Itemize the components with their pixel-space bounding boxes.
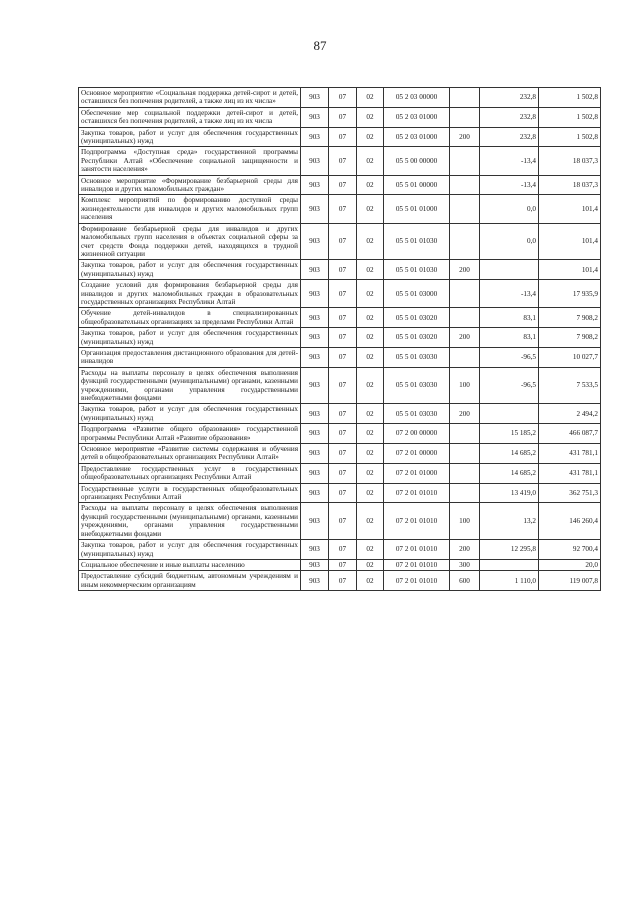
row-type: 200: [450, 127, 480, 147]
row-total: 431 781,1: [539, 444, 601, 464]
table-row: [79, 280, 601, 308]
row-subsection: 02: [357, 540, 384, 560]
row-admin: 903: [301, 127, 329, 147]
row-name: Формирование безбарьерной среды для инвалидов и других маломобильных групп населения в объектах социальной сферы за счет средств Фонда поддержки детей, находящихся в трудной жизненной ситуации: [79, 223, 301, 260]
row-name: Закупка товаров, работ и услуг для обеспечения государственных (муниципальных) нужд: [79, 540, 301, 560]
row-code: 07 2 01 01010: [384, 540, 450, 560]
row-change: 14 685,2: [480, 463, 539, 483]
row-name: Обеспечение мер социальной поддержки детей-сирот и детей, оставшихся без попечения родителей, а также лиц из их числа: [79, 107, 301, 127]
row-subsection: 02: [357, 559, 384, 570]
row-change: 13,2: [480, 503, 539, 540]
row-section: 07: [329, 503, 357, 540]
row-code: 05 5 00 00000: [384, 147, 450, 175]
table-row: [79, 559, 601, 570]
row-section: 07: [329, 175, 357, 195]
row-total: 101,4: [539, 195, 601, 223]
row-type: [450, 107, 480, 127]
row-section: 07: [329, 540, 357, 560]
row-section: 07: [329, 444, 357, 464]
row-admin: 903: [301, 444, 329, 464]
row-type: 200: [450, 404, 480, 424]
row-section: 07: [329, 559, 357, 570]
row-change: 1 110,0: [480, 571, 539, 591]
table-row: [79, 107, 601, 127]
row-subsection: 02: [357, 347, 384, 367]
row-change: [480, 260, 539, 280]
row-section: 07: [329, 147, 357, 175]
table-row: [79, 175, 601, 195]
row-admin: 903: [301, 195, 329, 223]
row-code: 05 5 01 01000: [384, 195, 450, 223]
row-name: Закупка товаров, работ и услуг для обеспечения государственных (муниципальных) нужд: [79, 404, 301, 424]
row-total: 431 781,1: [539, 463, 601, 483]
row-code: 05 5 01 03000: [384, 280, 450, 308]
row-change: -96,5: [480, 367, 539, 404]
row-type: 200: [450, 328, 480, 348]
row-subsection: 02: [357, 424, 384, 444]
row-change: -13,4: [480, 147, 539, 175]
row-total: 362 751,3: [539, 483, 601, 503]
row-section: 07: [329, 127, 357, 147]
row-admin: 903: [301, 260, 329, 280]
row-type: [450, 147, 480, 175]
row-section: 07: [329, 463, 357, 483]
row-subsection: 02: [357, 404, 384, 424]
row-change: -13,4: [480, 280, 539, 308]
row-admin: 903: [301, 107, 329, 127]
row-name: Социальное обеспечение и иные выплаты населению: [79, 559, 301, 570]
row-subsection: 02: [357, 463, 384, 483]
row-name: Обучение детей-инвалидов в специализированных общеобразовательных организациях за пределами Республики Алтай: [79, 308, 301, 328]
row-name: Основное мероприятие «Формирование безбарьерной среды для инвалидов и других маломобильных граждан»: [79, 175, 301, 195]
row-section: 07: [329, 571, 357, 591]
row-type: [450, 483, 480, 503]
row-subsection: 02: [357, 88, 384, 108]
row-total: 10 027,7: [539, 347, 601, 367]
row-total: 2 494,2: [539, 404, 601, 424]
row-change: 232,8: [480, 107, 539, 127]
row-subsection: 02: [357, 328, 384, 348]
row-type: [450, 347, 480, 367]
row-name: Расходы на выплаты персоналу в целях обеспечения выполнения функций государственными (муниципальными) органами, казенными учреждениями, органами управления государственными внебюджетными фондами: [79, 503, 301, 540]
table-row: [79, 308, 601, 328]
row-change: 83,1: [480, 308, 539, 328]
row-type: 600: [450, 571, 480, 591]
row-name: Подпрограмма «Развитие общего образования» государственной программы Республики Алтай «Развитие образования»: [79, 424, 301, 444]
row-name: Закупка товаров, работ и услуг для обеспечения государственных (муниципальных) нужд: [79, 260, 301, 280]
table-row: [79, 367, 601, 404]
row-subsection: 02: [357, 147, 384, 175]
row-total: 119 007,8: [539, 571, 601, 591]
row-name: Закупка товаров, работ и услуг для обеспечения государственных (муниципальных) нужд: [79, 328, 301, 348]
row-name: Комплекс мероприятий по формированию доступной среды жизнедеятельности для инвалидов и других маломобильных групп населения: [79, 195, 301, 223]
row-change: -13,4: [480, 175, 539, 195]
row-code: 05 5 01 03020: [384, 328, 450, 348]
row-total: 20,0: [539, 559, 601, 570]
table-row: [79, 127, 601, 147]
row-change: 14 685,2: [480, 444, 539, 464]
row-code: 07 2 01 01010: [384, 503, 450, 540]
table-row: [79, 195, 601, 223]
row-code: 05 5 01 01030: [384, 223, 450, 260]
row-type: 200: [450, 260, 480, 280]
table-row: [79, 424, 601, 444]
row-section: 07: [329, 260, 357, 280]
row-total: 18 037,3: [539, 175, 601, 195]
row-change: [480, 404, 539, 424]
row-admin: 903: [301, 280, 329, 308]
row-admin: 903: [301, 308, 329, 328]
row-name: Предоставление субсидий бюджетным, автономным учреждениям и иным некоммерческим организациям: [79, 571, 301, 591]
row-name: Закупка товаров, работ и услуг для обеспечения государственных (муниципальных) нужд: [79, 127, 301, 147]
row-code: 05 5 01 00000: [384, 175, 450, 195]
row-admin: 903: [301, 483, 329, 503]
row-section: 07: [329, 404, 357, 424]
row-total: 146 260,4: [539, 503, 601, 540]
row-subsection: 02: [357, 571, 384, 591]
row-section: 07: [329, 223, 357, 260]
row-total: 1 502,8: [539, 88, 601, 108]
row-name: Основное мероприятие «Социальная поддержка детей-сирот и детей, оставшихся без попечения родителей, а также лиц из их числа»: [79, 88, 301, 108]
row-code: 07 2 00 00000: [384, 424, 450, 444]
row-name: Предоставление государственных услуг в государственных общеобразовательных организациях Республики Алтай: [79, 463, 301, 483]
table-row: [79, 147, 601, 175]
row-admin: 903: [301, 540, 329, 560]
row-name: Создание условий для формирования безбарьерной среды для инвалидов и других маломобильных граждан в образовательных государственных организациях Республики Алтай: [79, 280, 301, 308]
row-total: 7 908,2: [539, 328, 601, 348]
row-subsection: 02: [357, 444, 384, 464]
row-code: 05 5 01 01030: [384, 260, 450, 280]
row-admin: 903: [301, 223, 329, 260]
row-name: Подпрограмма «Доступная среда» государственной программы Республики Алтай «Обеспечение социальной защищенности и занятости населения»: [79, 147, 301, 175]
row-type: [450, 308, 480, 328]
row-change: 13 419,0: [480, 483, 539, 503]
row-total: 92 700,4: [539, 540, 601, 560]
row-type: [450, 444, 480, 464]
row-code: 07 2 01 00000: [384, 444, 450, 464]
row-admin: 903: [301, 404, 329, 424]
row-code: 07 2 01 01010: [384, 483, 450, 503]
row-change: 15 185,2: [480, 424, 539, 444]
row-total: 466 087,7: [539, 424, 601, 444]
row-name: Организация предоставления дистанционного образования для детей-инвалидов: [79, 347, 301, 367]
table-row: [79, 483, 601, 503]
row-code: 07 2 01 01000: [384, 463, 450, 483]
row-section: 07: [329, 88, 357, 108]
row-change: 232,8: [480, 127, 539, 147]
row-total: 17 935,9: [539, 280, 601, 308]
row-code: 05 5 01 03030: [384, 347, 450, 367]
row-type: [450, 88, 480, 108]
row-section: 07: [329, 424, 357, 444]
row-subsection: 02: [357, 367, 384, 404]
table-row: [79, 571, 601, 591]
row-total: 101,4: [539, 260, 601, 280]
row-code: 07 2 01 01010: [384, 559, 450, 570]
row-admin: 903: [301, 424, 329, 444]
row-change: [480, 559, 539, 570]
page-number: 87: [313, 38, 327, 53]
row-section: 07: [329, 195, 357, 223]
row-admin: 903: [301, 463, 329, 483]
row-section: 07: [329, 367, 357, 404]
row-total: 1 502,8: [539, 107, 601, 127]
row-type: 300: [450, 559, 480, 570]
row-change: 0,0: [480, 223, 539, 260]
table-row: [79, 260, 601, 280]
row-subsection: 02: [357, 483, 384, 503]
row-admin: 903: [301, 88, 329, 108]
row-code: 05 5 01 03020: [384, 308, 450, 328]
table-row: [79, 463, 601, 483]
row-total: 7 533,5: [539, 367, 601, 404]
row-section: 07: [329, 107, 357, 127]
row-type: 100: [450, 503, 480, 540]
row-admin: 903: [301, 175, 329, 195]
row-section: 07: [329, 347, 357, 367]
row-admin: 903: [301, 367, 329, 404]
table-row: [79, 328, 601, 348]
row-total: 18 037,3: [539, 147, 601, 175]
row-admin: 903: [301, 559, 329, 570]
row-subsection: 02: [357, 175, 384, 195]
table-row: [79, 404, 601, 424]
row-name: Государственные услуги в государственных общеобразовательных организациях Республики Алтай: [79, 483, 301, 503]
row-subsection: 02: [357, 260, 384, 280]
row-type: 200: [450, 540, 480, 560]
table-row: [79, 540, 601, 560]
row-code: 05 2 03 01000: [384, 107, 450, 127]
row-subsection: 02: [357, 280, 384, 308]
row-code: 07 2 01 01010: [384, 571, 450, 591]
row-type: [450, 424, 480, 444]
row-subsection: 02: [357, 223, 384, 260]
row-subsection: 02: [357, 308, 384, 328]
row-admin: 903: [301, 503, 329, 540]
row-subsection: 02: [357, 503, 384, 540]
row-change: 12 295,8: [480, 540, 539, 560]
row-total: 1 502,8: [539, 127, 601, 147]
row-subsection: 02: [357, 127, 384, 147]
row-subsection: 02: [357, 195, 384, 223]
row-type: [450, 280, 480, 308]
row-code: 05 5 01 03030: [384, 404, 450, 424]
row-type: [450, 463, 480, 483]
row-type: [450, 223, 480, 260]
row-admin: 903: [301, 328, 329, 348]
row-name: Расходы на выплаты персоналу в целях обеспечения выполнения функций государственными (муниципальными) органами, казенными учреждениями, органами управления государственными внебюджетными фондами: [79, 367, 301, 404]
row-admin: 903: [301, 571, 329, 591]
row-type: [450, 195, 480, 223]
table-row: [79, 347, 601, 367]
row-section: 07: [329, 328, 357, 348]
table-row: [79, 503, 601, 540]
table-row: [79, 444, 601, 464]
row-code: 05 5 01 03030: [384, 367, 450, 404]
row-total: 101,4: [539, 223, 601, 260]
row-section: 07: [329, 280, 357, 308]
row-type: 100: [450, 367, 480, 404]
row-subsection: 02: [357, 107, 384, 127]
row-section: 07: [329, 483, 357, 503]
row-change: 232,8: [480, 88, 539, 108]
row-section: 07: [329, 308, 357, 328]
row-change: 83,1: [480, 328, 539, 348]
row-code: 05 2 03 00000: [384, 88, 450, 108]
row-code: 05 2 03 01000: [384, 127, 450, 147]
row-name: Основное мероприятие «Развитие системы содержания и обучения детей в общеобразовательных организациях Республики Алтай»: [79, 444, 301, 464]
budget-table: [78, 87, 601, 591]
table-row: [79, 88, 601, 108]
row-type: [450, 175, 480, 195]
row-total: 7 908,2: [539, 308, 601, 328]
row-change: 0,0: [480, 195, 539, 223]
table-row: [79, 223, 601, 260]
row-admin: 903: [301, 147, 329, 175]
row-change: -96,5: [480, 347, 539, 367]
row-admin: 903: [301, 347, 329, 367]
